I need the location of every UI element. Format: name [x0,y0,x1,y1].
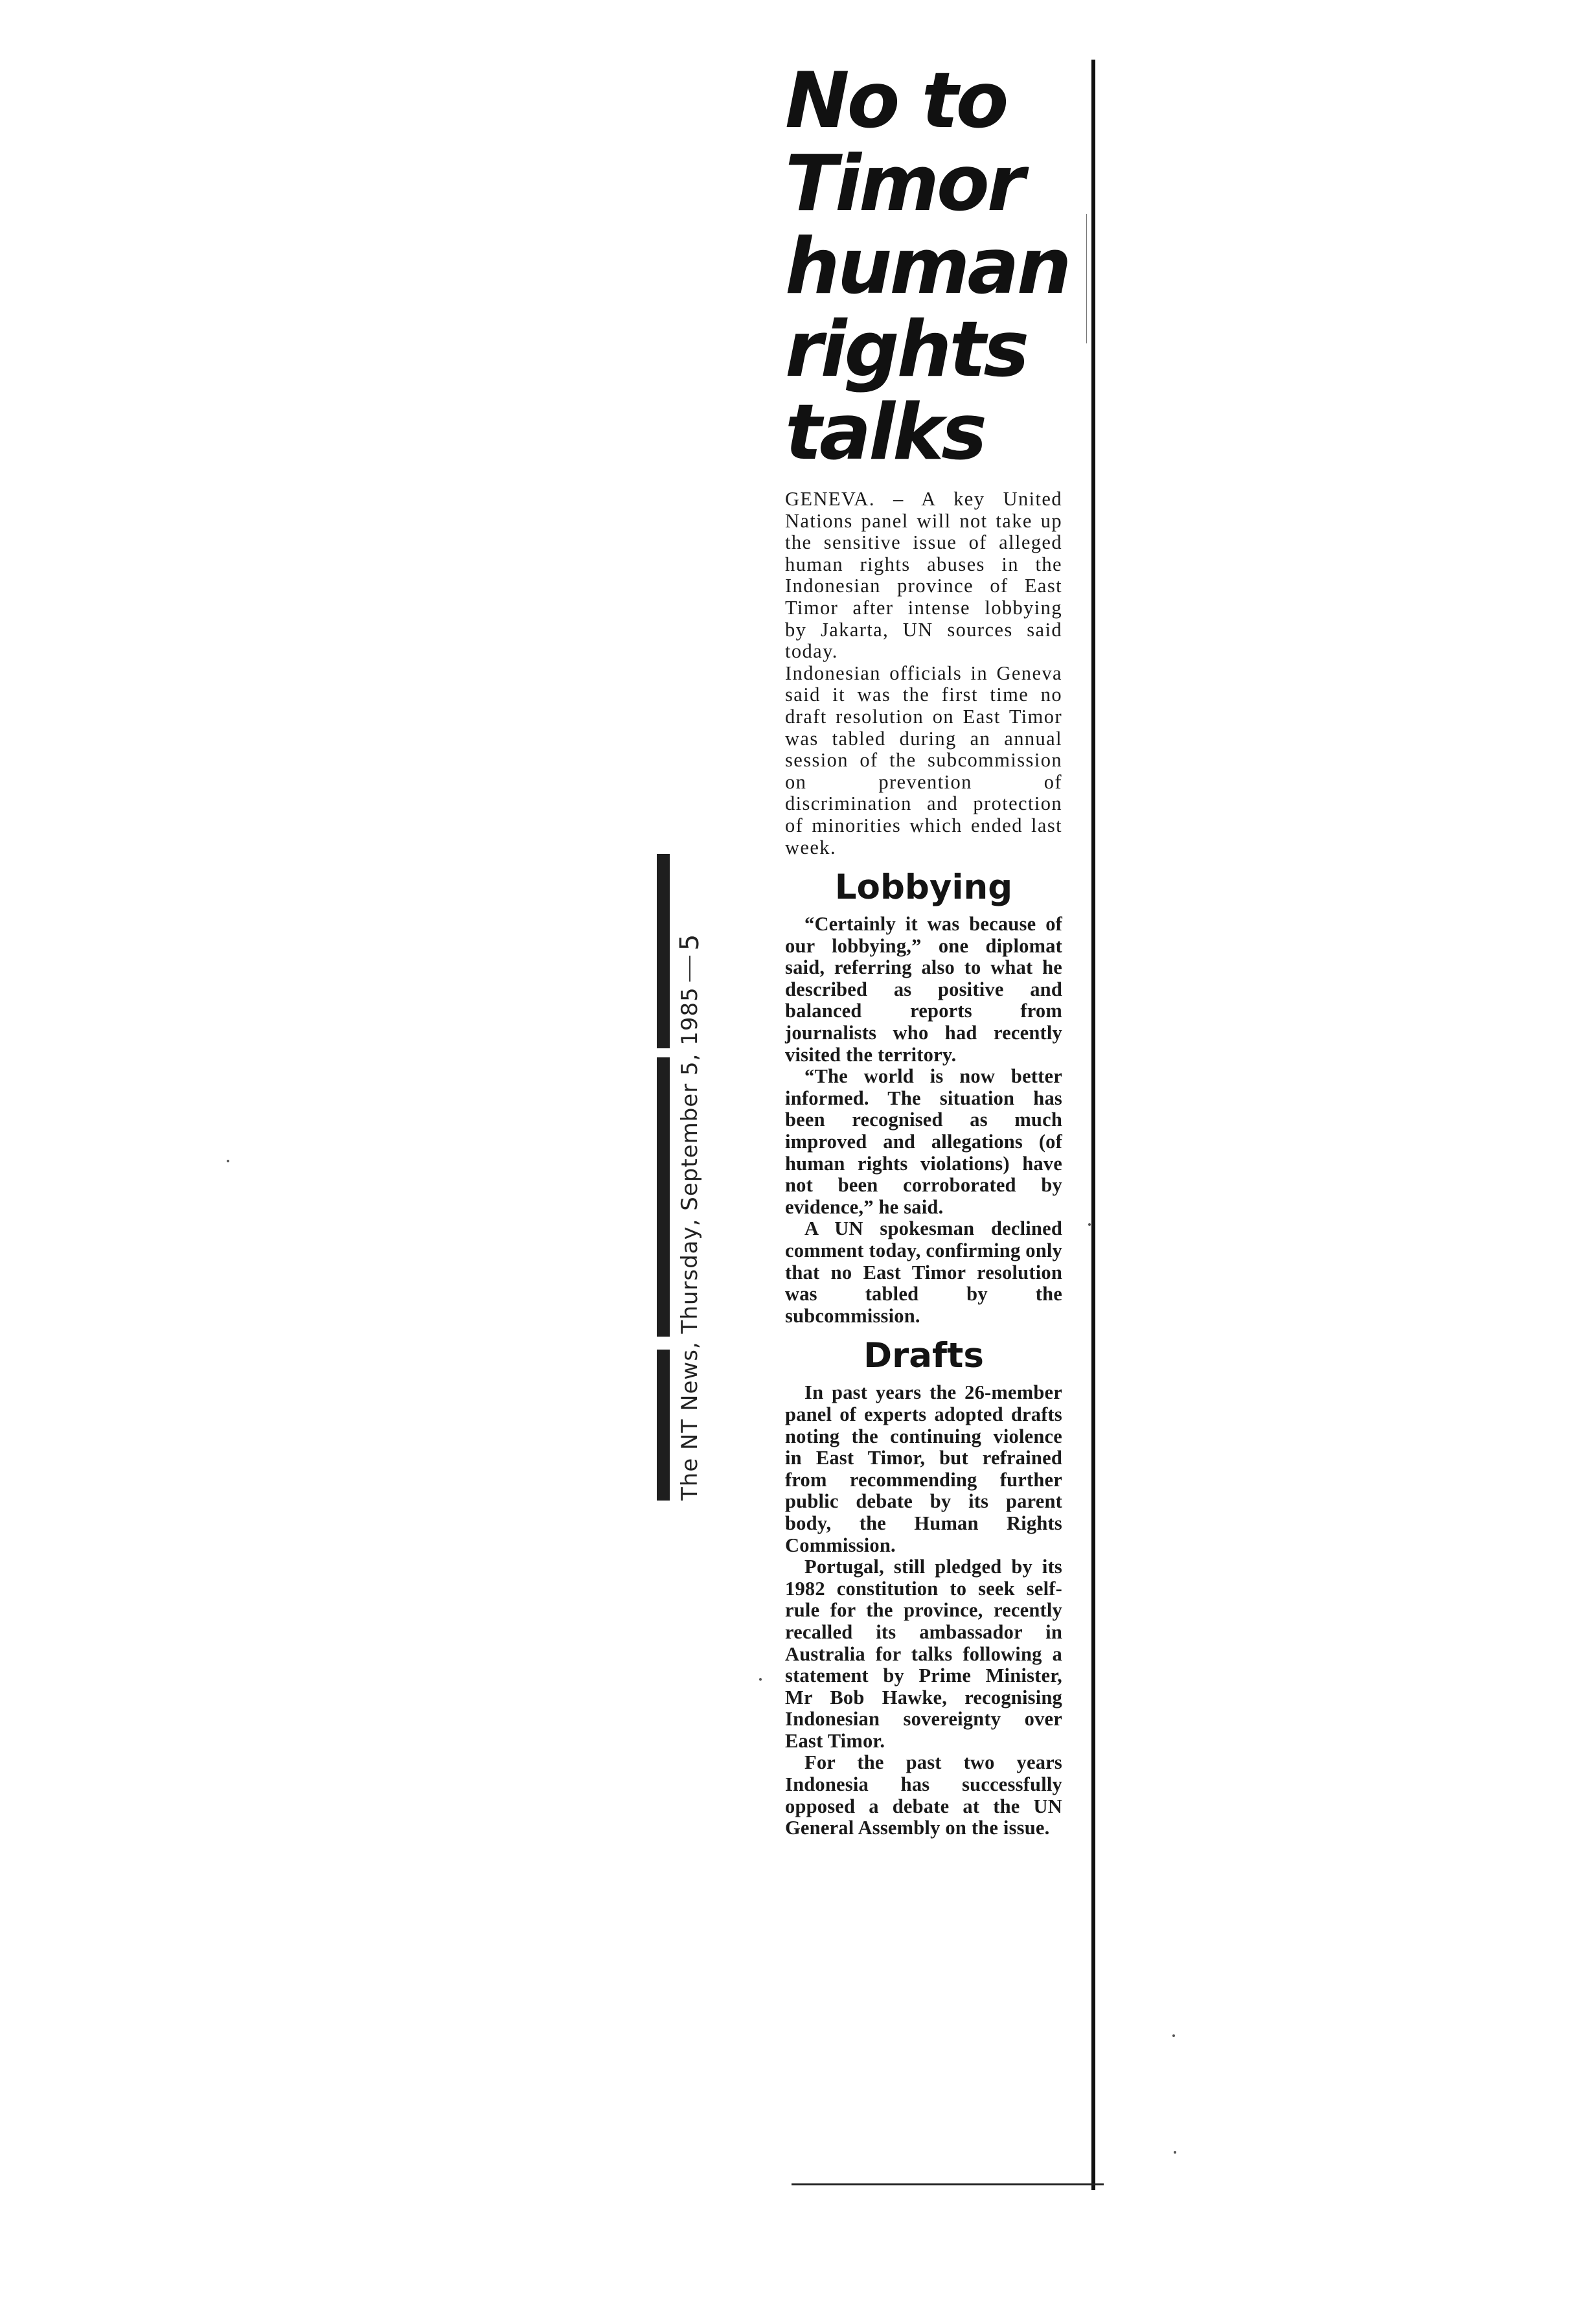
dateline-divider [689,956,690,982]
dateline-publication: The NT News, Thursday, September 5, 1985 [677,987,703,1501]
article-paragraph: GENEVA. – A key United Nations panel will not take up the sensitive issue of alleged human rights abuses in the Indonesian province of East Timor after intense lobbying by Jakarta, UN sources said today. [785,488,1062,663]
article-paragraph: Portugal, still pledged by its 1982 constitution to seek self-rule for the province, recently recalled its ambassador in Australia for talks following a statement by Prime Minister, Mr Bob Hawke, recognising Indonesian sovereignty over East Timor. [785,1556,1062,1752]
article-clipping [785,56,1069,1839]
article-paragraph: In past years the 26-member panel of experts adopted drafts noting the continuing violence in East Timor, but refrained from recommending further public debate by its parent body, the Human Rights Commission. [785,1381,1062,1556]
column-rule-hairline [1086,214,1087,343]
scan-speck [227,1160,229,1162]
scan-speck [1172,2034,1175,2037]
article-section-intro [785,489,1062,858]
headline-line: rights [785,305,1027,395]
article-paragraph: “The world is now better informed. The situation has been recognised as much improved and allegations (of human rights violations) have not been corroborated by evidence,” he said. [785,1065,1062,1218]
article-paragraph: “Certainly it was because of our lobbying,” one diplomat said, referring also to what he described as positive and balanced reports from journalists who had recently visited the territory. [785,913,1062,1066]
article-section-drafts [785,1382,1062,1839]
dateline-strip [657,854,707,1501]
subheading-lobbying: Lobbying [834,868,1013,908]
article-paragraph: Indonesian officials in Geneva said it was the first time no draft resolution on East Timor was tabled during an annual session of the subcommission on prevention of discrimination and protection of minorities which ended last week. [785,662,1062,858]
headline-line: No to [785,56,1007,146]
dateline-black-bar [657,854,670,1501]
scan-speck [759,1678,762,1681]
article-section-lobbying [785,914,1062,1327]
scan-speck [1088,1223,1091,1226]
dateline [675,854,705,1501]
column-rule-right [1091,60,1095,2190]
headline-line: Timor [785,139,1023,229]
headline-line: human [785,222,1069,312]
headline-line: talks [785,388,985,478]
dateline-page-number: 5 [675,933,705,951]
scan-speck [1174,2151,1176,2154]
article-headline [785,56,1069,478]
article-paragraph: For the past two years Indonesia has successfully opposed a debate at the UN General Assembly on the issue. [785,1751,1062,1839]
article-paragraph: A UN spokesman declined comment today, confirming only that no East Timor resolution was tabled by the subcommission. [785,1217,1062,1327]
column-rule-bottom [792,2183,1104,2185]
subheading-drafts: Drafts [863,1336,984,1376]
